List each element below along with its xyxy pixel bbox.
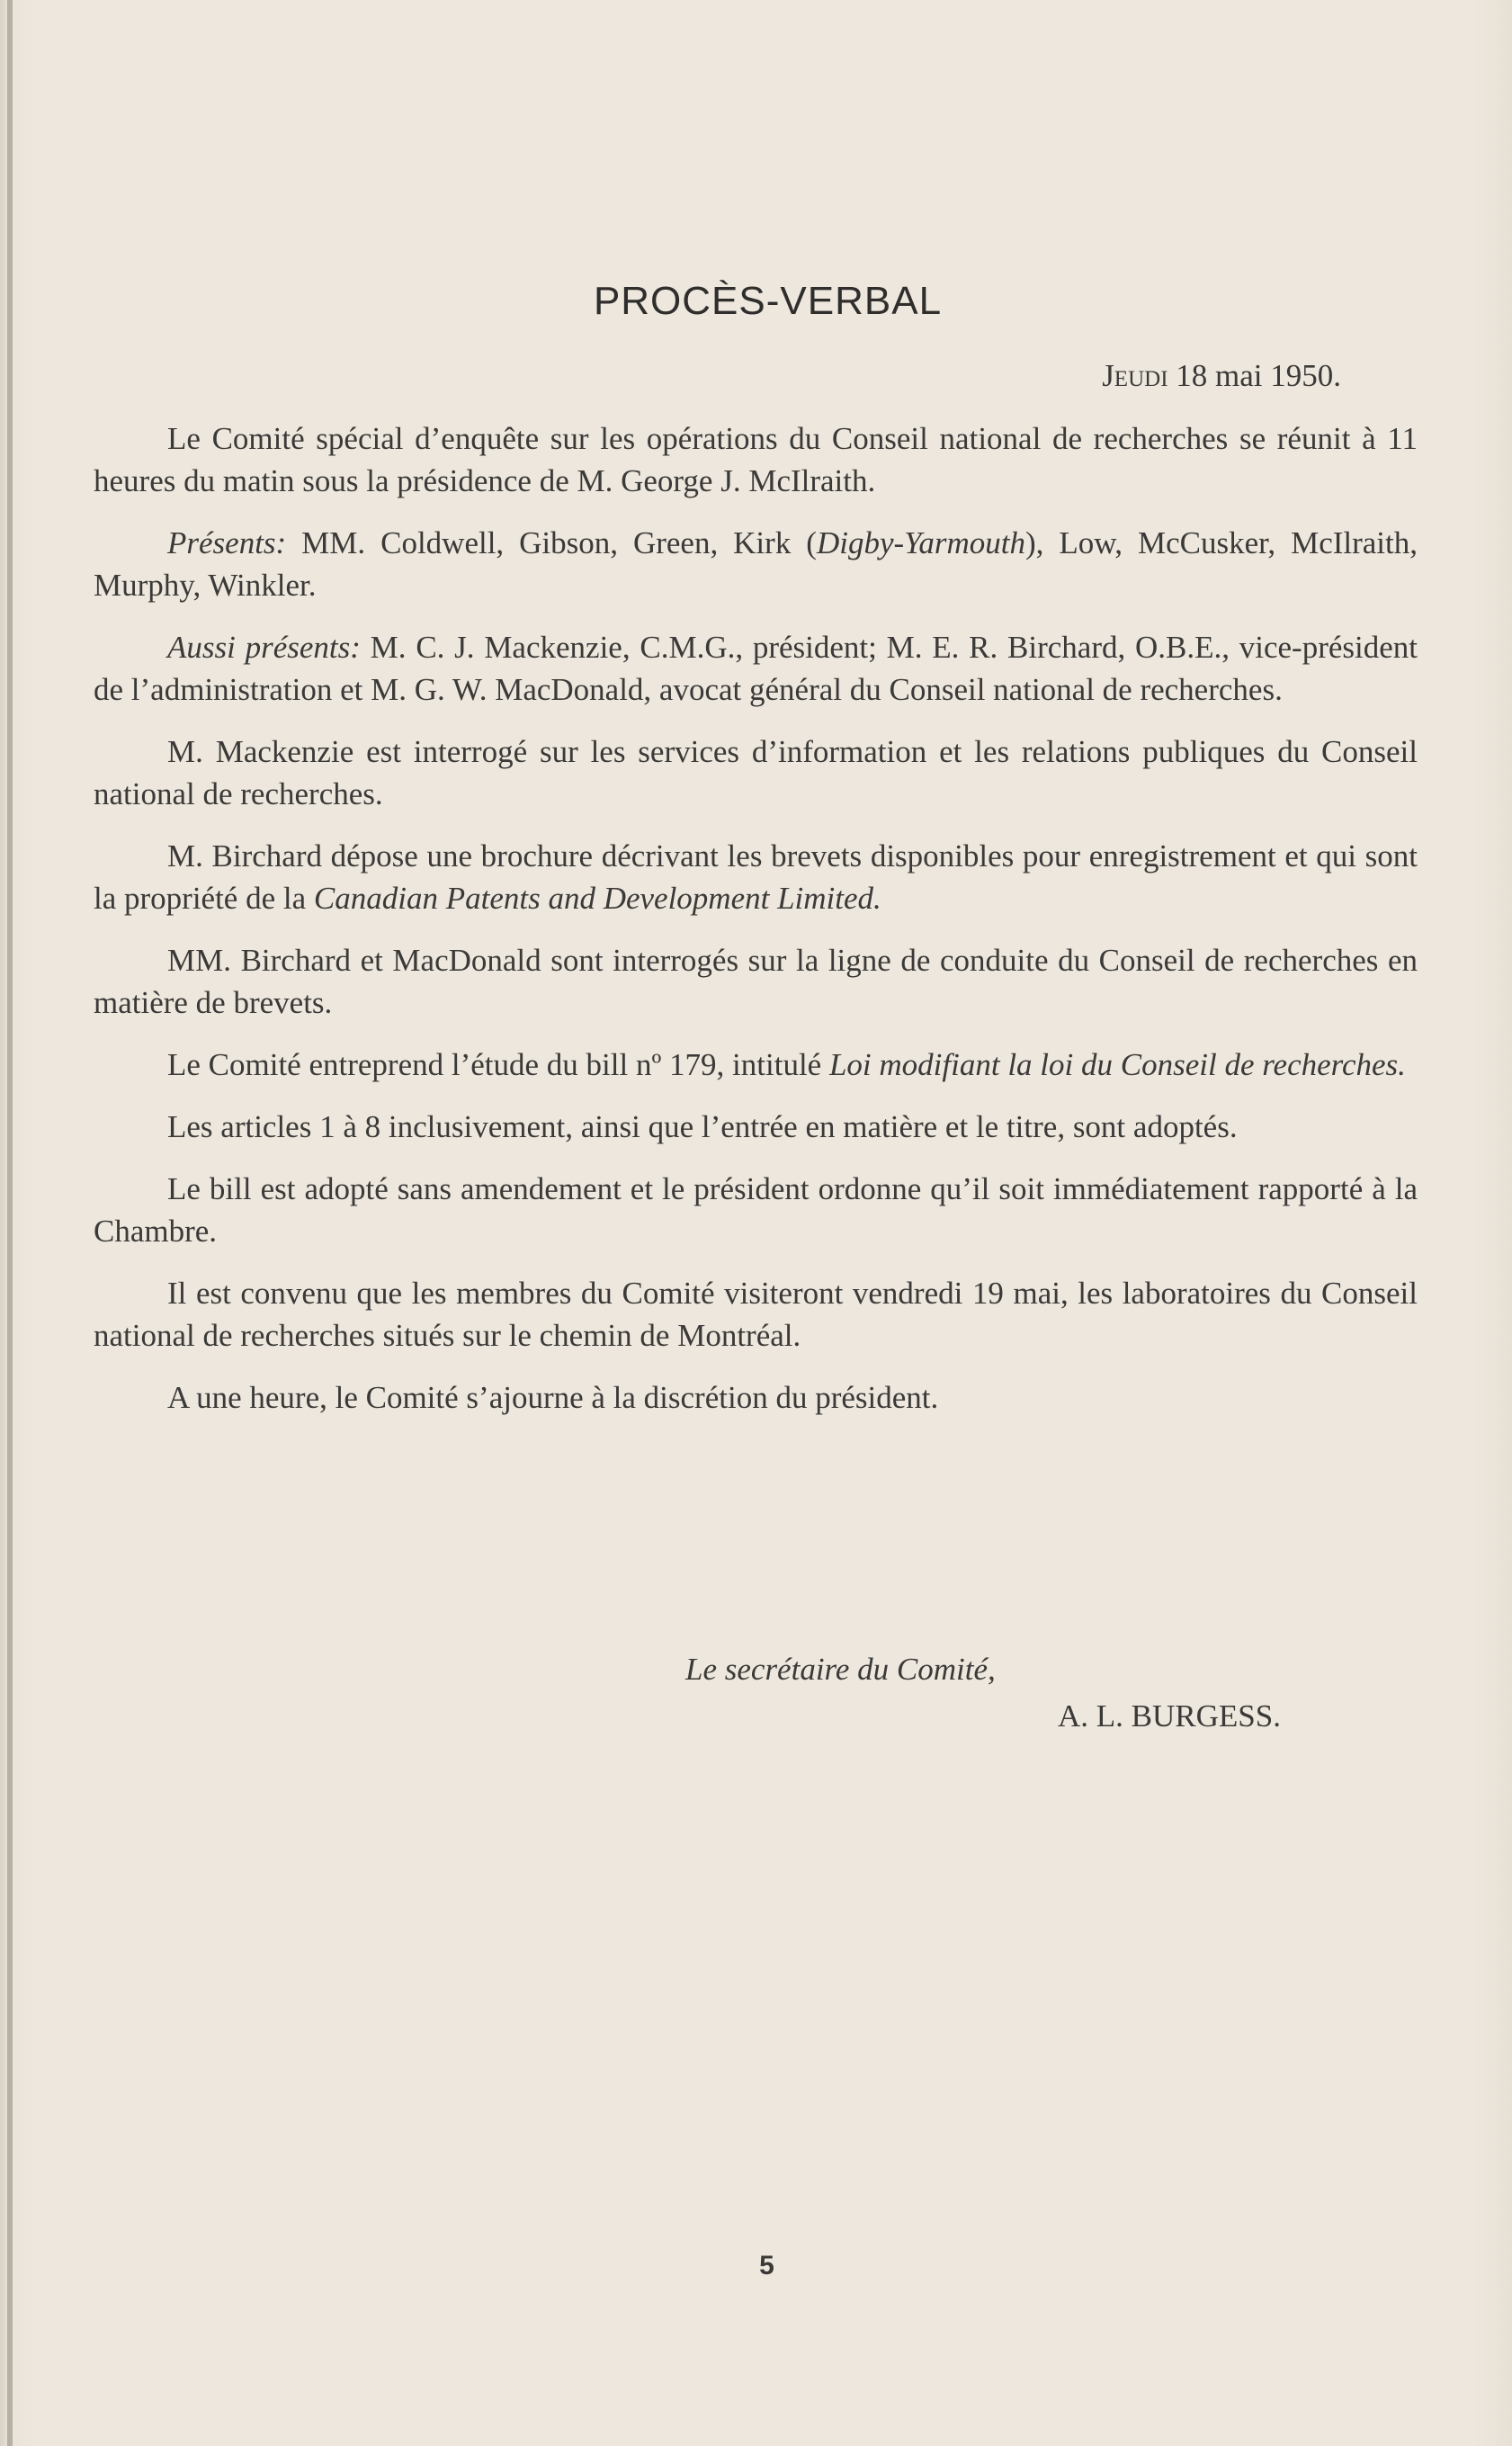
paragraph-adopted: Le bill est adopté sans amendement et le président ordonne qu’il soit immédiatement rapporté à la Chambre. [94,1171,1418,1249]
bill-text: Le Comité entreprend l’étude du bill nº 179, intitulé [167,1047,829,1082]
date-rest: 18 mai 1950. [1176,358,1341,393]
paragraph-birchard [94,835,1418,919]
meeting-date [1102,358,1341,394]
also-present-label: Aussi présents: [167,630,361,665]
signature-name: A. L. BURGESS. [1058,1698,1281,1734]
paragraph-present [94,522,1418,606]
paragraph-visit: Il est convenu que les membres du Comité visiteront vendredi 19 mai, les laboratoires du Conseil national de recherches situés sur le chemin de Montréal. [94,1276,1418,1353]
page-binding-edge [7,0,13,2446]
present-label: Présents: [167,525,287,560]
company-name: Canadian Patents and Development Limited. [313,881,881,916]
paragraph-mackenzie: M. Mackenzie est interrogé sur les services d’information et les relations publiques du Conseil national de recherches. [94,734,1418,811]
present-text-a: MM. Coldwell, Gibson, Green, Kirk ( [286,525,817,560]
also-present-text: M. C. J. Mackenzie, C.M.G., président; M. E. R. Birchard, O.B.E., vice-président de l’administration et M. G. W. MacDonald, avocat général du Conseil national de recherches. [94,630,1418,707]
bill-title: Loi modifiant la loi du Conseil de recherches. [828,1047,1406,1082]
paragraph-bill [94,1044,1418,1086]
date-day: Jeudi [1102,358,1168,393]
paragraph-opening: Le Comité spécial d’enquête sur les opérations du Conseil national de recherches se réunit à 11 heures du matin sous la présidence de M. George J. McIlraith. [94,421,1418,498]
present-text-b: ), Low, McCusker, McIlraith, Murphy, Winkler. [94,525,1418,603]
paragraph-adjourn: A une heure, le Comité s’ajourne à la discrétion du président. [167,1380,939,1415]
page-number: 5 [759,2251,774,2280]
paragraph-articles: Les articles 1 à 8 inclusivement, ainsi que l’entrée en matière et le titre, sont adoptés. [167,1109,1238,1144]
present-riding: Digby-Yarmouth [816,525,1026,560]
minutes-body [94,417,1418,1438]
signature-role: Le secrétaire du Comité, [685,1652,996,1687]
paragraph-also-present [94,626,1418,711]
birchard-text: M. Birchard dépose une brochure décrivant les brevets disponibles pour enregistrement et qui sont la propriété de la [94,838,1418,916]
document-title: PROCÈS-VERBAL [593,279,943,323]
paragraph-patents: MM. Birchard et MacDonald sont interrogés sur la ligne de conduite du Conseil de recherches en matière de brevets. [94,943,1418,1020]
signature-block [94,1646,1418,1740]
